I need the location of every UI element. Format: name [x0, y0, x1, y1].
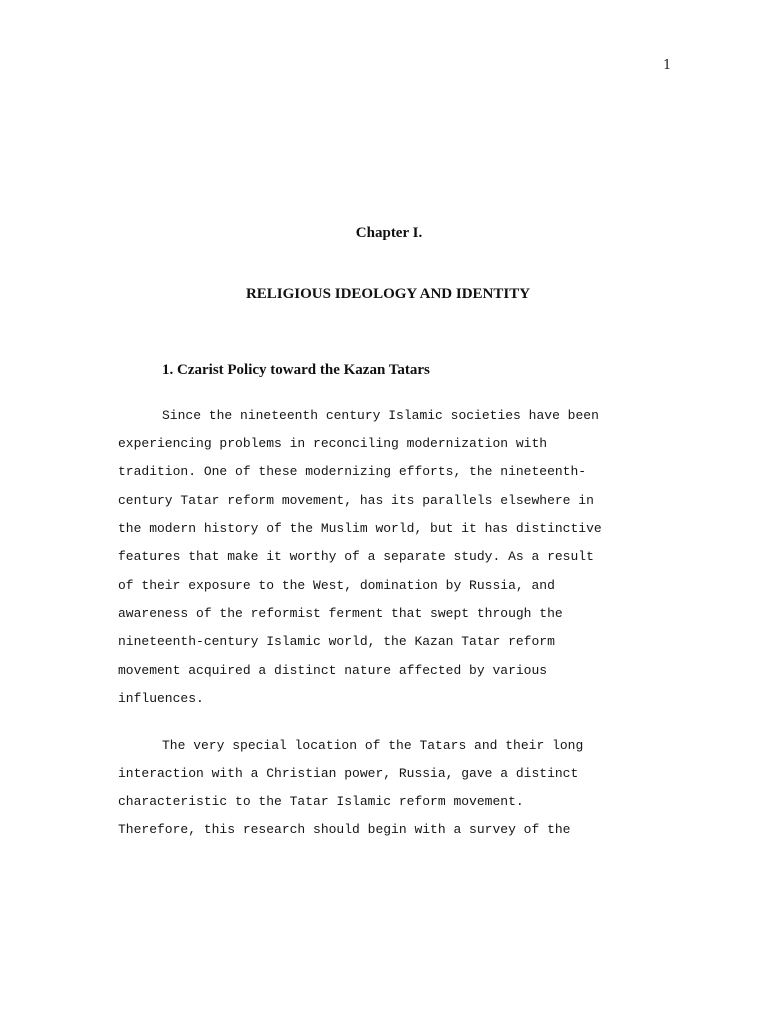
paragraph-1-line: nineteenth-century Islamic world, the Kazan Tatar reform — [118, 634, 555, 649]
paragraph-1-line: the modern history of the Muslim world, but it has distinctive — [118, 521, 602, 536]
paragraph-1-line: features that make it worthy of a separate study. As a result — [118, 549, 594, 564]
paragraph-1-line: century Tatar reform movement, has its parallels elsewhere in — [118, 493, 594, 508]
section-heading: 1. Czarist Policy toward the Kazan Tatars — [162, 362, 430, 378]
paragraph-1-line: experiencing problems in reconciling modernization with — [118, 436, 548, 451]
chapter-title: RELIGIOUS IDEOLOGY AND IDENTITY — [245, 286, 531, 302]
page-number: 1 — [663, 58, 672, 73]
chapter-label: Chapter I. — [355, 225, 423, 241]
paragraph-2-line: The very special location of the Tatars and their long — [162, 738, 584, 753]
paragraph-2-line: characteristic to the Tatar Islamic reform movement. — [118, 794, 524, 809]
paragraph-1-line: influences. — [118, 691, 204, 706]
paragraph-1-line: of their exposure to the West, domination by Russia, and — [118, 578, 555, 593]
paragraph-1-line: awareness of the reformist ferment that swept through the — [118, 606, 563, 621]
paragraph-1-line: tradition. One of these modernizing efforts, the nineteenth- — [118, 464, 587, 479]
paragraph-1-line: movement acquired a distinct nature affected by various — [118, 663, 548, 678]
paragraph-2-line: Therefore, this research should begin with a survey of the — [118, 822, 571, 837]
paragraph-1-line: Since the nineteenth century Islamic societies have been — [162, 408, 599, 423]
paragraph-2-line: interaction with a Christian power, Russia, gave a distinct — [118, 766, 579, 781]
